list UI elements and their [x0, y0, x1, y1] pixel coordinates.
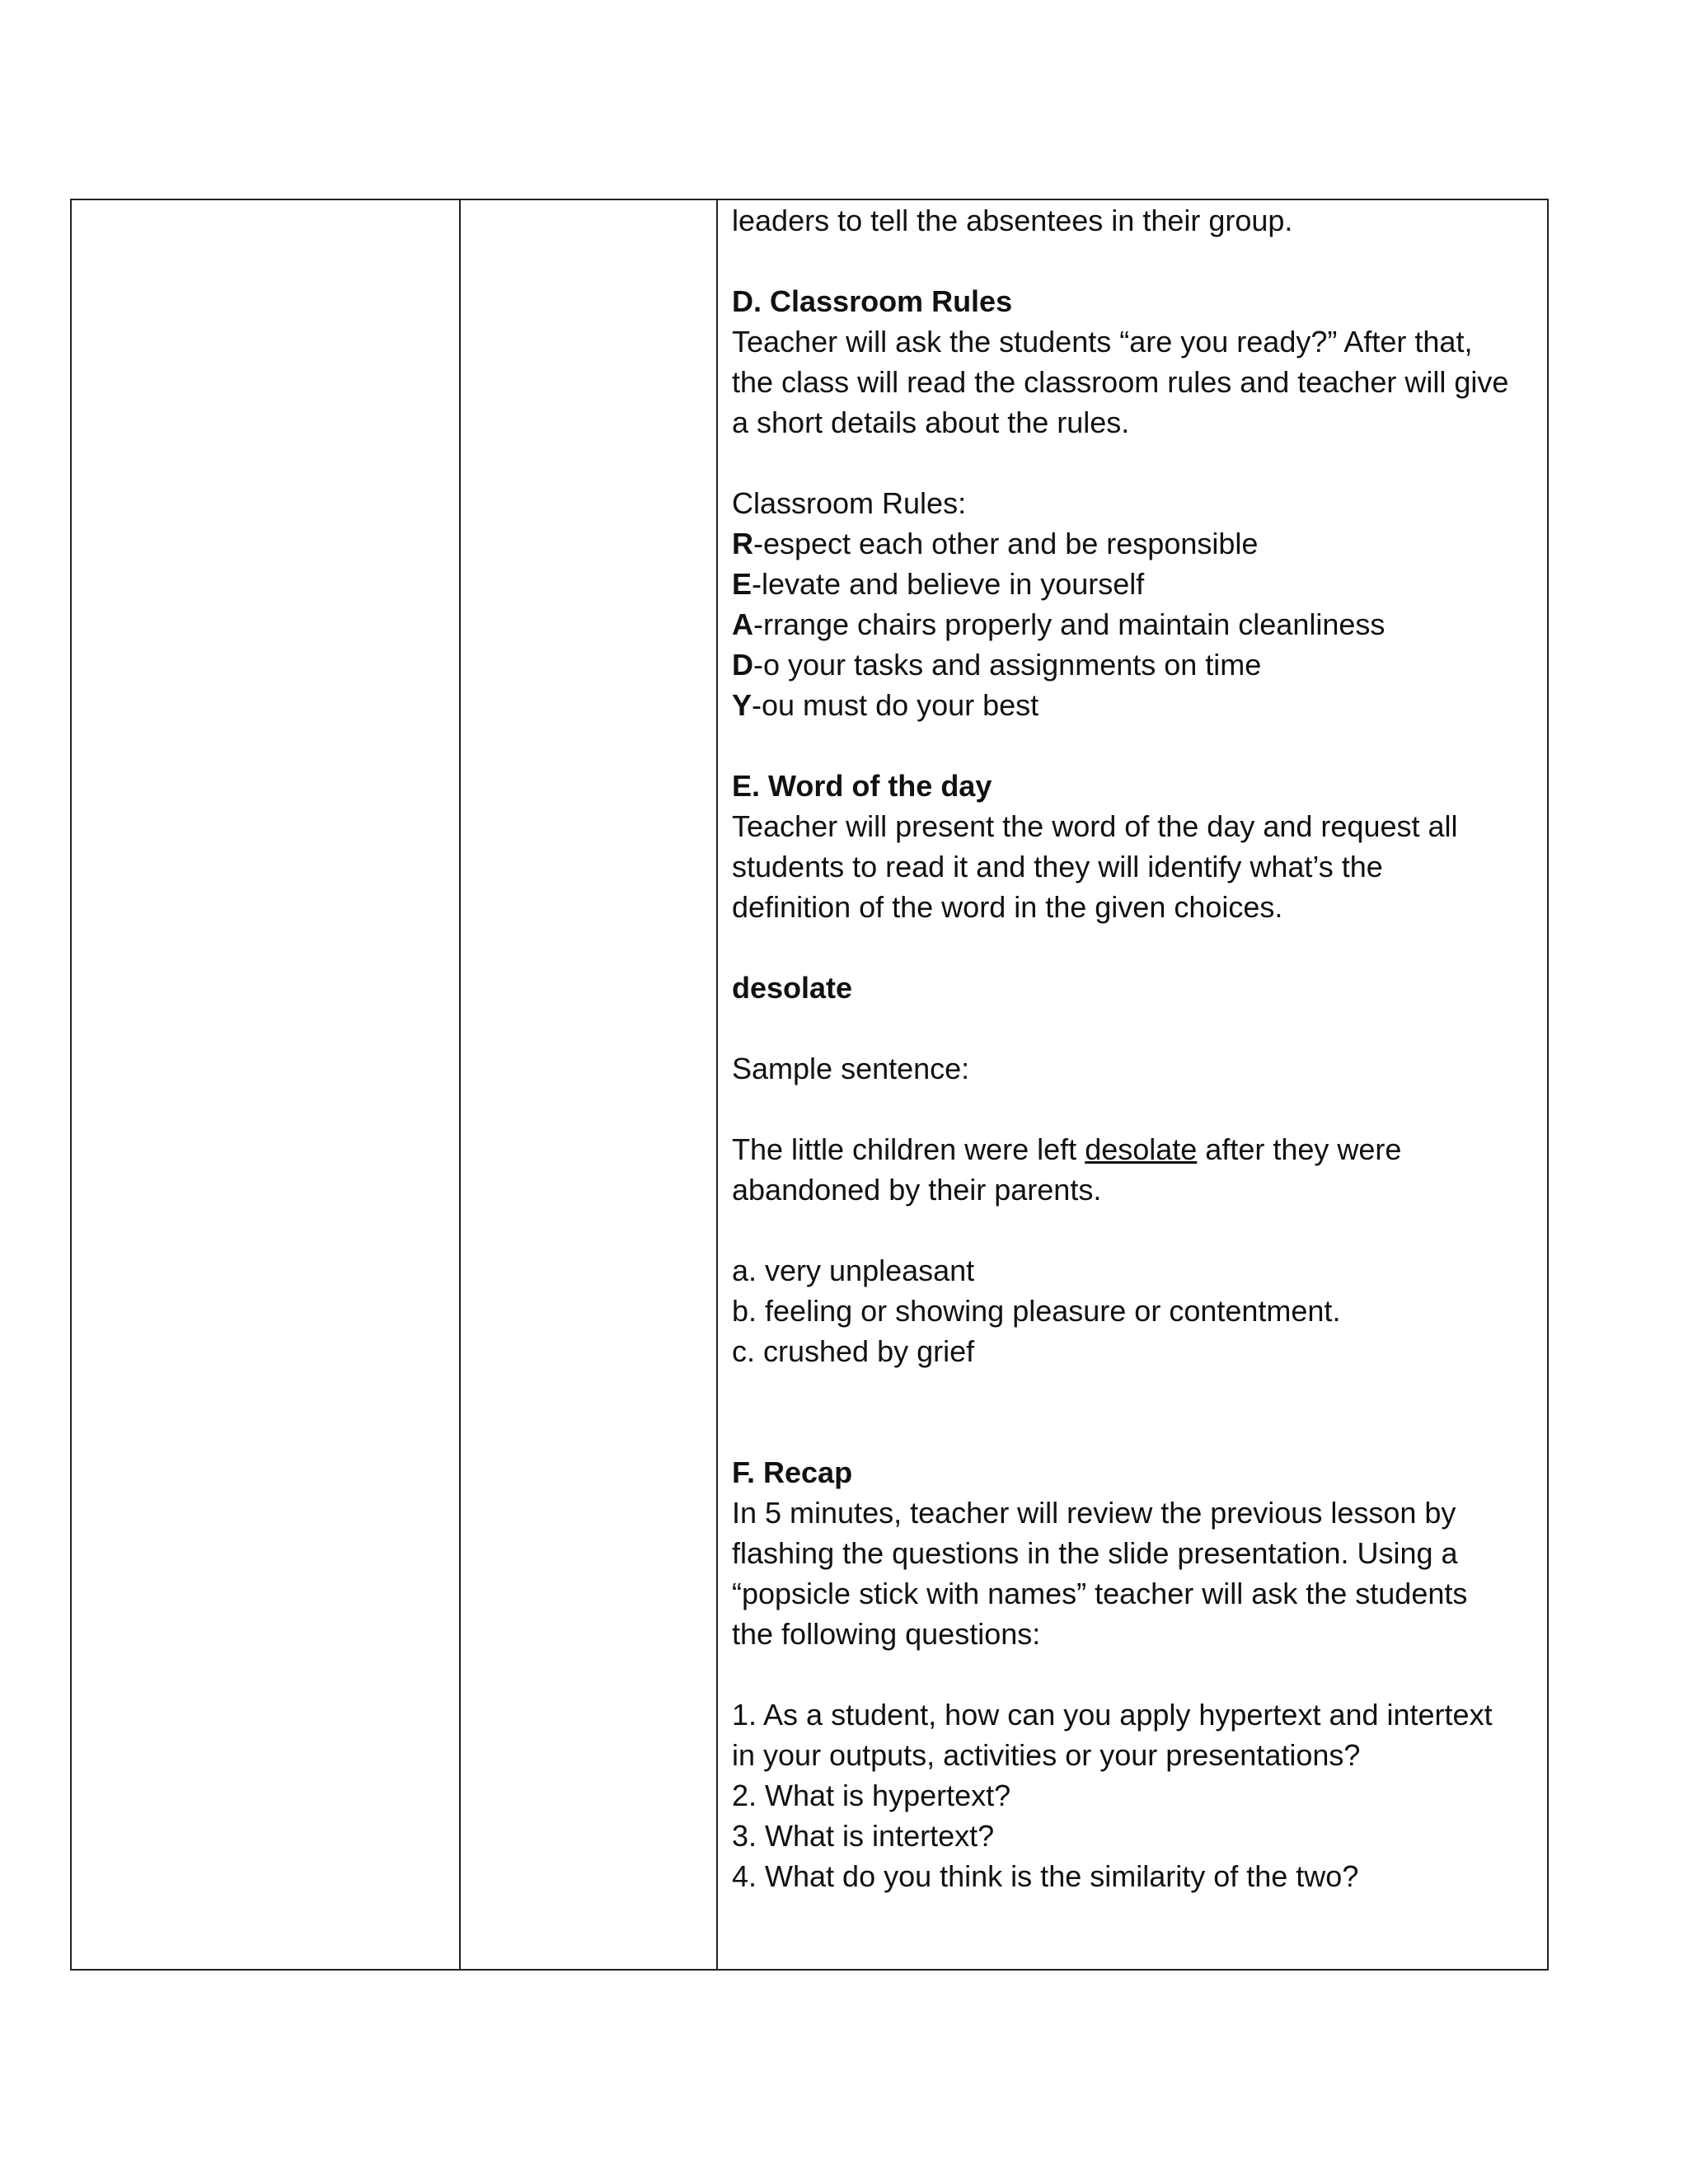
rule-letter: E	[732, 567, 753, 601]
rule-text: -o your tasks and assignments on time	[753, 648, 1262, 682]
section-f-heading: F. Recap	[732, 1455, 853, 1489]
rule-item	[732, 523, 1531, 564]
choice-item: c. crushed by grief	[732, 1334, 975, 1368]
rules-label: Classroom Rules:	[732, 486, 967, 520]
section-f-line: “popsicle stick with names” teacher will ask the students	[732, 1577, 1468, 1610]
rule-text: -espect each other and be responsible	[753, 527, 1259, 560]
rule-item	[732, 644, 1531, 685]
sentence-underlined-word: desolate	[1085, 1132, 1198, 1166]
section-d-line: Teacher will ask the students “are you ready?” After that,	[732, 325, 1473, 359]
rule-letter: A	[732, 607, 753, 641]
spacer	[732, 1089, 1531, 1129]
section-d-line: the class will read the classroom rules and teacher will give	[732, 365, 1509, 399]
section-f-line: In 5 minutes, teacher will review the previous lesson by	[732, 1496, 1456, 1530]
spacer	[732, 1008, 1531, 1048]
question-item: 1. As a student, how can you apply hypertext and intertext	[732, 1698, 1493, 1732]
section-e-line: students to read it and they will identify what’s the	[732, 850, 1383, 883]
choice-item: a. very unpleasant	[732, 1254, 975, 1287]
spacer	[732, 443, 1531, 483]
section-f-line: flashing the questions in the slide presentation. Using a	[732, 1536, 1458, 1570]
lesson-plan-table	[70, 199, 1549, 1971]
sentence-end: after they were	[1197, 1132, 1402, 1166]
table-column-2	[461, 200, 718, 1969]
intro-line: leaders to tell the absentees in their group.	[732, 204, 1293, 237]
choice-item: b. feeling or showing pleasure or contentment.	[732, 1294, 1341, 1328]
rule-item	[732, 604, 1531, 644]
rule-item	[732, 564, 1531, 604]
spacer	[732, 241, 1531, 281]
sample-sentence-label: Sample sentence:	[732, 1052, 970, 1085]
rule-letter: Y	[732, 688, 753, 722]
question-item: in your outputs, activities or your presentations?	[732, 1738, 1361, 1772]
section-d-heading: D. Classroom Rules	[732, 284, 1013, 318]
spacer	[732, 1412, 1531, 1452]
section-f-line: the following questions:	[732, 1617, 1041, 1651]
section-e-line: definition of the word in the given choices.	[732, 890, 1283, 924]
spacer	[732, 725, 1531, 766]
word-of-the-day: desolate	[732, 971, 853, 1005]
rule-text: -ou must do your best	[752, 688, 1039, 722]
spacer	[732, 1371, 1531, 1412]
rule-letter: D	[732, 648, 753, 682]
section-d-line: a short details about the rules.	[732, 405, 1130, 439]
sample-sentence-line	[732, 1129, 1531, 1169]
table-column-3-content	[718, 200, 1547, 1969]
sentence-start: The little children were left	[732, 1132, 1085, 1166]
rule-text: -rrange chairs properly and maintain cleanliness	[753, 607, 1386, 641]
question-item: 4. What do you think is the similarity of the two?	[732, 1859, 1359, 1893]
section-e-line: Teacher will present the word of the day and request all	[732, 809, 1458, 843]
rule-item	[732, 685, 1531, 725]
spacer	[732, 1210, 1531, 1250]
rule-letter: R	[732, 527, 753, 560]
section-e-heading: E. Word of the day	[732, 769, 992, 803]
question-item: 3. What is intertext?	[732, 1819, 995, 1853]
spacer	[732, 1654, 1531, 1694]
rule-text: -levate and believe in yourself	[752, 567, 1145, 601]
spacer	[732, 927, 1531, 968]
sample-sentence-line-2: abandoned by their parents.	[732, 1173, 1102, 1207]
question-item: 2. What is hypertext?	[732, 1779, 1011, 1812]
table-column-1	[72, 200, 461, 1969]
